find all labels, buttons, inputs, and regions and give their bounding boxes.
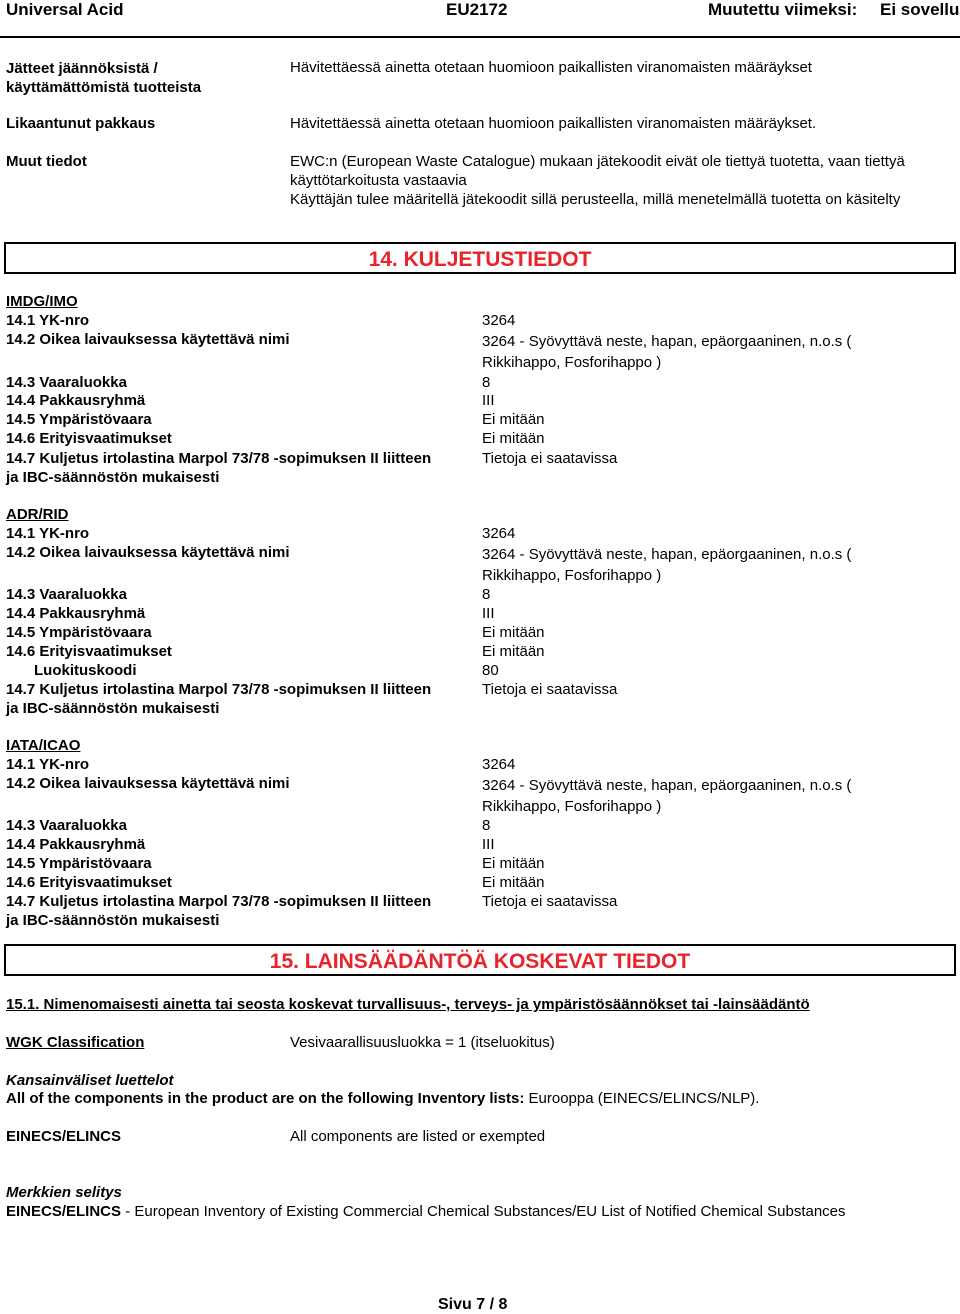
inventory-line	[6, 1090, 759, 1107]
adr-class-label: 14.3 Vaaraluokka	[6, 586, 127, 603]
iata-name-label: 14.2 Oikea laivauksessa käytettävä nimi	[6, 775, 290, 792]
imdg-pg-value: III	[482, 392, 495, 409]
other-value-1: EWC:n (European Waste Catalogue) mukaan jätekoodit eivät ole tiettyä tuotetta, vaan tiettyä käyttötarkoitusta vastaavia	[290, 153, 905, 189]
legend-line	[6, 1203, 846, 1220]
page-number: Sivu 7 / 8	[438, 1296, 508, 1313]
iata-pg-value: III	[482, 836, 495, 853]
section-15-title: 15. LAINSÄÄDÄNTÖÄ KOSKEVAT TIEDOT	[269, 950, 691, 973]
adr-name-value-1: 3264 - Syövyttävä neste, hapan, epäorgaaninen, n.o.s (	[482, 546, 852, 563]
adr-heading: ADR/RID	[6, 506, 69, 523]
imdg-class-label: 14.3 Vaaraluokka	[6, 374, 127, 391]
packaging-label: Likaantunut pakkaus	[6, 115, 156, 132]
adr-code-value: 80	[482, 662, 499, 679]
adr-pg-value: III	[482, 605, 495, 622]
adr-name-label: 14.2 Oikea laivauksessa käytettävä nimi	[6, 544, 290, 561]
adr-pg-label: 14.4 Pakkausryhmä	[6, 605, 146, 622]
imdg-env-label: 14.5 Ympäristövaara	[6, 411, 152, 428]
imdg-bulk-label-1: 14.7 Kuljetus irtolastina Marpol 73/78 -sopimuksen II liitteen	[6, 450, 432, 467]
imdg-name-label: 14.2 Oikea laivauksessa käytettävä nimi	[6, 331, 290, 348]
imdg-bulk-value: Tietoja ei saatavissa	[482, 450, 618, 467]
iata-heading: IATA/ICAO	[6, 737, 81, 754]
modified-label: Muutettu viimeksi:	[708, 0, 858, 19]
einecs-value: All components are listed or exempted	[290, 1128, 546, 1145]
section-15-header	[4, 944, 956, 976]
imdg-name-value-2: Rikkihappo, Fosforihappo )	[482, 354, 662, 371]
iata-un-value: 3264	[482, 756, 516, 773]
imdg-special-label: 14.6 Erityisvaatimukset	[6, 430, 172, 447]
page-header	[0, 0, 960, 38]
section-14-title: 14. KULJETUSTIEDOT	[368, 248, 592, 271]
iata-class-value: 8	[482, 817, 491, 834]
iata-env-label: 14.5 Ympäristövaara	[6, 855, 152, 872]
iata-un-label: 14.1 YK-nro	[6, 756, 90, 773]
other-value-2: Käyttäjän tulee määritellä jätekoodit sillä perusteella, millä menetelmällä tuotetta on käsitelty	[290, 191, 901, 208]
imdg-bulk-label-2: ja IBC-säännöstön mukaisesti	[6, 469, 220, 486]
iata-special-label: 14.6 Erityisvaatimukset	[6, 874, 172, 891]
legend-definition: - European Inventory of Existing Commercial Chemical Substances/EU List of Notified Chemical Substances	[121, 1203, 846, 1220]
iata-env-value: Ei mitään	[482, 855, 545, 872]
adr-special-label: 14.6 Erityisvaatimukset	[6, 643, 172, 660]
section-15-1-heading: 15.1. Nimenomaisesti ainetta tai seosta koskevat turvallisuus-, terveys- ja ympäristösäännökset tai -lainsäädäntö	[6, 996, 810, 1013]
iata-bulk-label-1: 14.7 Kuljetus irtolastina Marpol 73/78 -sopimuksen II liitteen	[6, 893, 432, 910]
product-name: Universal Acid	[6, 0, 124, 19]
legend-heading: Merkkien selitys	[6, 1184, 122, 1201]
adr-name-value-2: Rikkihappo, Fosforihappo )	[482, 567, 662, 584]
adr-un-value: 3264	[482, 525, 516, 542]
iata-bulk-label-2: ja IBC-säännöstön mukaisesti	[6, 912, 220, 929]
modified-value: Ei sovellu	[880, 0, 960, 19]
iata-special-value: Ei mitään	[482, 874, 545, 891]
imdg-name-value-1: 3264 - Syövyttävä neste, hapan, epäorgaaninen, n.o.s (	[482, 333, 852, 350]
international-lists-heading: Kansainväliset luettelot	[6, 1072, 174, 1089]
imdg-pg-label: 14.4 Pakkausryhmä	[6, 392, 146, 409]
adr-un-label: 14.1 YK-nro	[6, 525, 90, 542]
imdg-env-value: Ei mitään	[482, 411, 545, 428]
wgk-value: Vesivaarallisuusluokka = 1 (itseluokitus)	[290, 1034, 555, 1051]
inventory-value: Eurooppa (EINECS/ELINCS/NLP).	[528, 1090, 760, 1107]
legend-term: EINECS/ELINCS	[6, 1203, 122, 1220]
other-label: Muut tiedot	[6, 153, 87, 170]
adr-env-value: Ei mitään	[482, 624, 545, 641]
adr-special-value: Ei mitään	[482, 643, 545, 660]
iata-bulk-value: Tietoja ei saatavissa	[482, 893, 618, 910]
imdg-un-label: 14.1 YK-nro	[6, 312, 90, 329]
iata-class-label: 14.3 Vaaraluokka	[6, 817, 127, 834]
adr-bulk-value: Tietoja ei saatavissa	[482, 681, 618, 698]
imdg-un-value: 3264	[482, 312, 516, 329]
adr-code-label: Luokituskoodi	[34, 662, 137, 679]
imdg-class-value: 8	[482, 374, 491, 391]
section-14-header	[4, 242, 956, 274]
imdg-special-value: Ei mitään	[482, 430, 545, 447]
packaging-value: Hävitettäessä ainetta otetaan huomioon paikallisten viranomaisten määräykset.	[290, 115, 817, 132]
iata-name-value-1: 3264 - Syövyttävä neste, hapan, epäorgaaninen, n.o.s (	[482, 777, 852, 794]
adr-bulk-label-1: 14.7 Kuljetus irtolastina Marpol 73/78 -sopimuksen II liitteen	[6, 681, 432, 698]
imdg-heading: IMDG/IMO	[6, 293, 78, 310]
adr-bulk-label-2: ja IBC-säännöstön mukaisesti	[6, 700, 220, 717]
adr-class-value: 8	[482, 586, 491, 603]
waste-label: Jätteet jäännöksistä / käyttämättömistä tuotteista	[6, 60, 202, 96]
iata-name-value-2: Rikkihappo, Fosforihappo )	[482, 798, 662, 815]
product-code: EU2172	[446, 0, 508, 19]
adr-env-label: 14.5 Ympäristövaara	[6, 624, 152, 641]
waste-value: Hävitettäessä ainetta otetaan huomioon paikallisten viranomaisten määräykset	[290, 59, 812, 76]
iata-pg-label: 14.4 Pakkausryhmä	[6, 836, 146, 853]
wgk-label: WGK Classification	[6, 1034, 145, 1051]
einecs-label: EINECS/ELINCS	[6, 1128, 122, 1145]
inventory-label: All of the components in the product are on the following Inventory lists:	[6, 1090, 525, 1107]
